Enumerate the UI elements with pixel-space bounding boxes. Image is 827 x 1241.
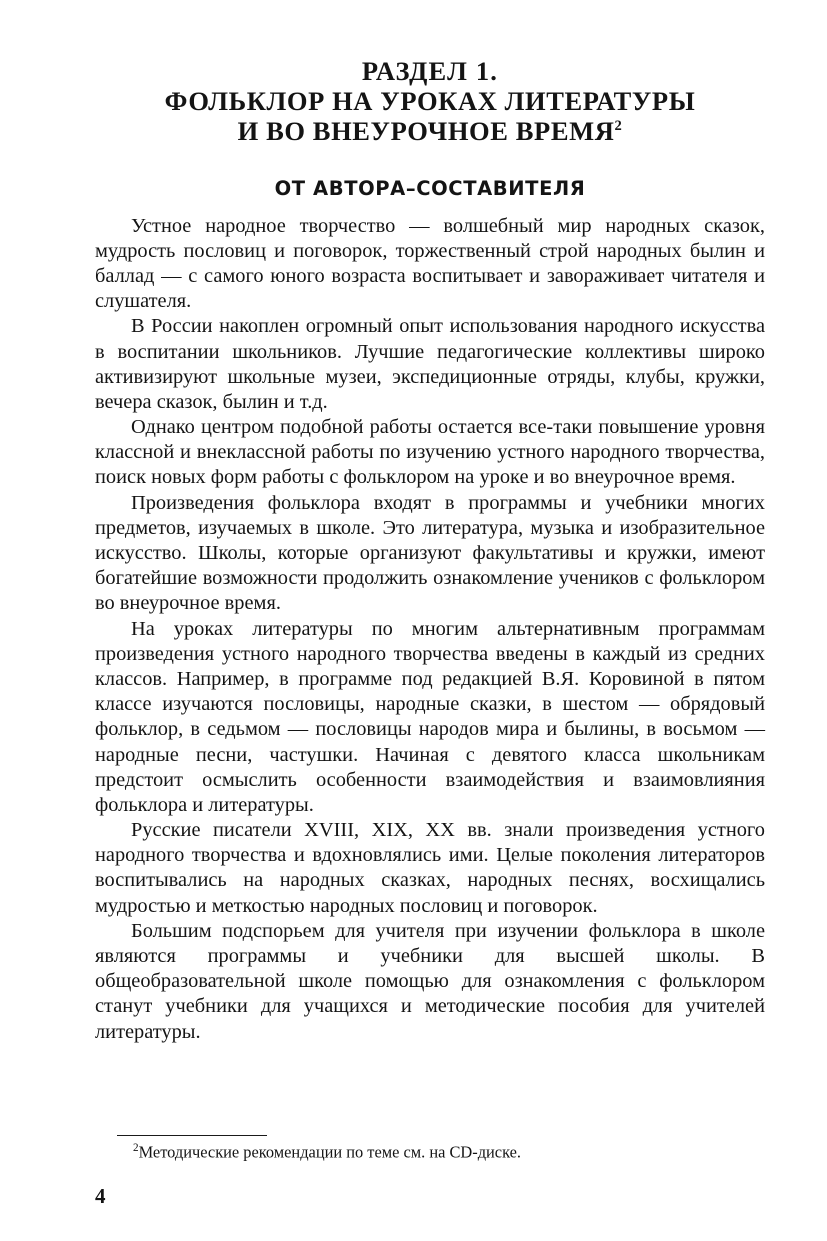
footnote <box>95 1142 765 1163</box>
paragraph: Произведения фольклора входят в программы и учебники многих предметов, изучаемых в школе. Это литература, музыка и изобразительное искусство. Школы, которые организуют факультативы и кружки, имеют богатейшие возможности продолжить ознакомление учеников с фольклором во внеурочное время. <box>95 491 765 615</box>
subheading: ОТ АВТОРА–СОСТАВИТЕЛЯ <box>274 176 586 200</box>
paragraph: Большим подспорьем для учителя при изучении фольклора в школе являются программы и учебники для высшей школы. В общеобразовательной школе помощью для ознакомления с фольклором станут учебники для учащихся и методические пособия для учителей литературы. <box>95 919 765 1043</box>
page-number: 4 <box>95 1184 106 1208</box>
page-title <box>95 56 765 147</box>
section-heading-line-3 <box>95 116 765 146</box>
footnote-text: Методические рекомендации по теме см. на CD-диске. <box>138 1142 522 1162</box>
footnote-reference-marker: 2 <box>614 118 623 135</box>
section-heading-line-1: РАЗДЕЛ 1. <box>361 56 499 86</box>
paragraph: В России накоплен огромный опыт использования народного искусства в воспитании школьников. Лучшие педагогические коллективы широко активизируют школьные музеи, экспедиционные отряды, клубы, кружки, вечера сказок, былин и т.д. <box>95 315 765 413</box>
paragraph: Устное народное творчество — волшебный мир народных сказок, мудрость пословиц и поговорок, торжественный строй народных былин и баллад — с самого юного возраста воспитывает и завораживает читателя и слушателя. <box>95 214 765 313</box>
footnote-block <box>95 1135 765 1163</box>
paragraph: Русские писатели XVIII, XIX, XX вв. знали произведения устного народного творчества и вдохновлялись ими. Целые поколения литераторов воспитывались на народных сказках, народных песнях, восхищались мудростью и меткостью народных пословиц и поговорок. <box>95 819 765 917</box>
paragraph: На уроках литературы по многим альтернативным программам произведения устного народного творчества введены в каждый из средних классов. Например, в программе под редакцией В.Я. Коровиной в пятом классе изучаются пословицы, народные сказки, в шестом — обрядовый фольклор, в седьмом — пословицы народов мира и былины, в восьмом — народные песни, частушки. Начиная с девятого класса школьникам предстоит осмыслить особенности взаимодействия и взаимовлияния фольклора и литературы. <box>95 617 765 816</box>
paragraph: Однако центром подобной работы остается все-таки повышение уровня классной и внеклассной работы по изучению устного народного творчества, поиск новых форм работы с фольклором на уроке и во внеурочное время. <box>95 416 765 489</box>
footnote-divider <box>117 1135 267 1136</box>
body-text <box>95 214 765 1045</box>
section-heading-line-2: ФОЛЬКЛОР НА УРОКАХ ЛИТЕРАТУРЫ <box>164 86 696 117</box>
footnote-marker: 2 <box>133 1142 139 1155</box>
section-heading-line-3-text: И ВО ВНЕУРОЧНОЕ ВРЕМЯ <box>237 116 615 147</box>
